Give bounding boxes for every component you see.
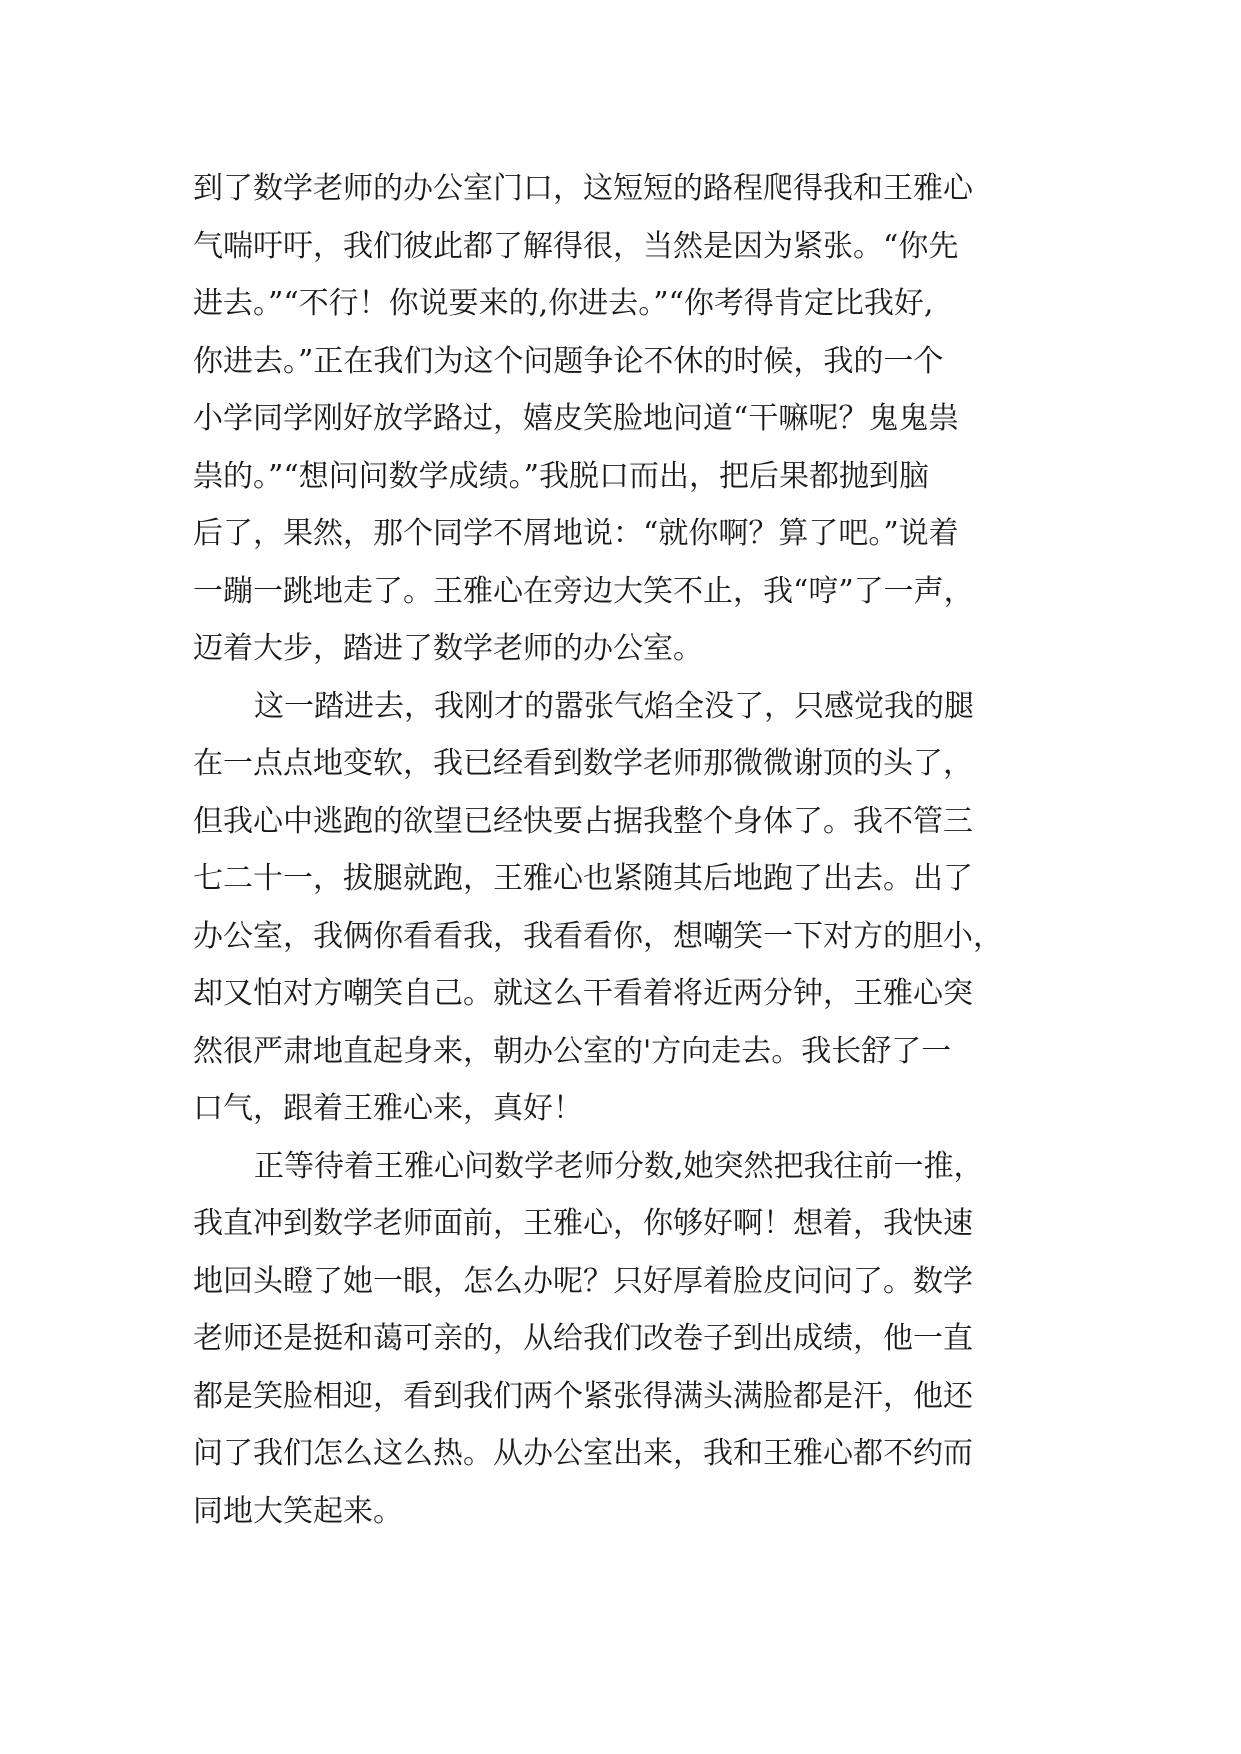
text-line: 祟的。”“想问问数学成绩。”我脱口而出，把后果都抛到脑 [193,458,930,494]
text-line: 七二十一，拔腿就跑，王雅心也紧随其后地跑了出去。出了 [193,861,973,896]
text-line: 你进去。”正在我们为这个问题争论不休的时候，我的一个 [193,343,944,379]
text-line: 后了，果然，那个同学不屑地说：“就你啊？算了吧。”说着 [193,516,959,551]
text-line: 老师还是挺和蔼可亲的，从给我们改卷子到出成绩，他一直 [193,1321,973,1356]
text-line: 地回头瞪了她一眼，怎么办呢？只好厚着脸皮问问了。数学 [193,1263,973,1299]
text-line: 进去。”“不行！你说要来的,你进去。”“你考得肯定比我好, [193,286,934,321]
body-text [193,160,1083,1540]
text-line: 口气，跟着王雅心来，真好！ [193,1091,583,1126]
text-line: 我直冲到数学老师面前，王雅心，你够好啊！想着，我快速 [193,1206,973,1241]
text-line: 然很严肃地直起身来，朝办公室的'方向走去。我长舒了一 [193,1033,952,1069]
text-line: 迈着大步，踏进了数学老师的办公室。 [193,631,703,666]
text-line: 到了数学老师的办公室门口，这短短的路程爬得我和王雅心 [193,171,973,206]
text-line: 问了我们怎么这么热。从办公室出来，我和王雅心都不约而 [193,1436,973,1471]
text-line: 气喘吁吁，我们彼此都了解得很，当然是因为紧张。“你先 [193,228,959,264]
text-line: 一蹦一跳地走了。王雅心在旁边大笑不止，我“哼”了一声， [193,573,974,609]
text-line: 办公室，我俩你看看我，我看看你，想嘲笑一下对方的胆小， [193,918,1003,954]
text-line: 都是笑脸相迎，看到我们两个紧张得满头满脸都是汗，他还 [193,1378,973,1414]
text-line: 在一点点地变软，我已经看到数学老师那微微谢顶的头了， [193,746,973,781]
text-line: 小学同学刚好放学路过，嬉皮笑脸地问道“干嘛呢？鬼鬼祟 [193,401,959,436]
text-line: 同地大笑起来。 [193,1493,403,1529]
paragraph-first-line: 正等待着王雅心问数学老师分数,她突然把我往前一推， [254,1148,984,1184]
paragraph-first-line: 这一踏进去，我刚才的嚣张气焰全没了，只感觉我的腿 [254,688,974,724]
text-line: 却又怕对方嘲笑自己。就这么干看着将近两分钟，王雅心突 [193,976,973,1011]
text-line: 但我心中逃跑的欲望已经快要占据我整个身体了。我不管三 [193,803,973,839]
